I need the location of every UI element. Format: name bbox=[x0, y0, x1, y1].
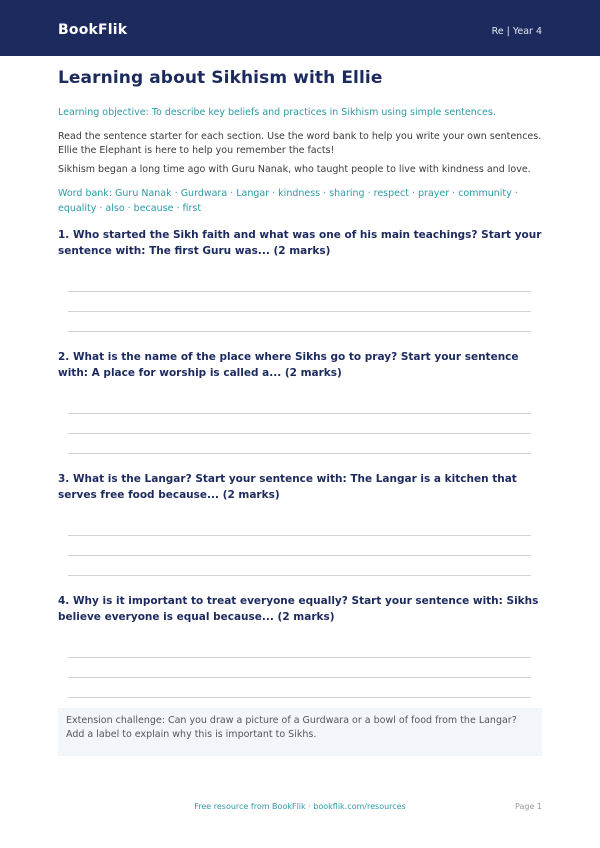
answer-line[interactable] bbox=[68, 433, 531, 434]
answer-line[interactable] bbox=[68, 575, 531, 576]
answer-line[interactable] bbox=[68, 697, 531, 698]
answer-line[interactable] bbox=[68, 453, 531, 454]
page-title: Learning about Sikhism with Ellie bbox=[58, 68, 383, 88]
page-number: Page 1 bbox=[515, 802, 542, 811]
question-1 bbox=[58, 227, 542, 337]
extension-challenge: Extension challenge: Can you draw a picture of a Gurdwara or a bowl of food from the Langar? Add a label to explain why this is important to Sikhs. bbox=[58, 708, 542, 756]
intro-text: Sikhism began a long time ago with Guru Nanak, who taught people to live with kindness and love. bbox=[58, 164, 531, 175]
answer-line[interactable] bbox=[68, 331, 531, 332]
answer-line[interactable] bbox=[68, 657, 531, 658]
answer-line[interactable] bbox=[68, 291, 531, 292]
answer-line[interactable] bbox=[68, 535, 531, 536]
answer-line[interactable] bbox=[68, 555, 531, 556]
question-3-text: 3. What is the Langar? Start your sentence with: The Langar is a kitchen that serves free food because... (2 marks) bbox=[58, 473, 517, 501]
answer-line[interactable] bbox=[68, 677, 531, 678]
page-header bbox=[0, 0, 600, 56]
footer-source-link[interactable]: Free resource from BookFlik · bookflik.com/resources bbox=[194, 802, 406, 811]
answer-line[interactable] bbox=[68, 311, 531, 312]
question-4-text: 4. Why is it important to treat everyone equally? Start your sentence with: Sikhs believe everyone is equal because... (2 marks) bbox=[58, 595, 539, 623]
learning-objective: Learning objective: To describe key beliefs and practices in Sikhism using simple sentences. bbox=[58, 107, 496, 118]
question-2 bbox=[58, 349, 542, 459]
question-4 bbox=[58, 593, 542, 703]
question-1-text: 1. Who started the Sikh faith and what was one of his main teachings? Start your sentence with: The first Guru was... (2 marks) bbox=[58, 229, 542, 257]
word-bank: Word bank: Guru Nanak · Gurdwara · Langar · kindness · sharing · respect · prayer · community · equality · also · because · first bbox=[58, 188, 518, 214]
intro-section bbox=[58, 68, 542, 216]
subject-year-label: Re | Year 4 bbox=[491, 26, 542, 37]
answer-line[interactable] bbox=[68, 413, 531, 414]
question-2-text: 2. What is the name of the place where Sikhs go to pray? Start your sentence with: A place for worship is called a... (2 marks) bbox=[58, 351, 519, 379]
question-3 bbox=[58, 471, 542, 581]
instructions-text: Read the sentence starter for each section. Use the word bank to help you write your own sentences. Ellie the Elephant is here to help you remember the facts! bbox=[58, 131, 542, 156]
brand-logo: BookFlik bbox=[58, 22, 128, 38]
